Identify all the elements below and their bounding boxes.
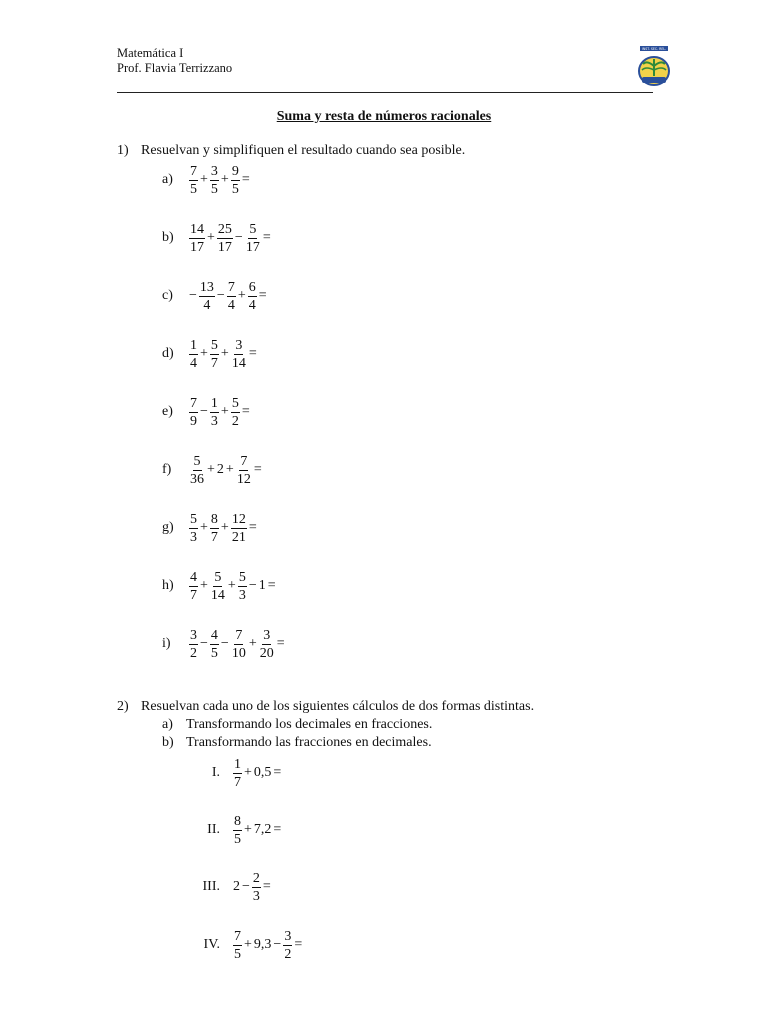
fraction-numerator: 3 [210, 163, 218, 179]
fraction [189, 511, 198, 546]
fraction-numerator: 7 [190, 395, 197, 411]
fraction-denominator: 17 [190, 239, 204, 255]
operator-symbol: + [244, 937, 252, 952]
fraction [283, 928, 292, 963]
fraction [245, 221, 261, 256]
operator-symbol: = [267, 578, 276, 593]
question-2-text: Resuelvan cada uno de los siguientes cálculos de dos formas distintas. [141, 699, 535, 714]
fraction [210, 511, 219, 546]
fraction-numerator: 14 [190, 221, 204, 237]
operator-symbol: − [234, 230, 243, 245]
fraction-denominator: 7 [190, 587, 197, 603]
fraction-denominator: 12 [236, 471, 251, 487]
fraction-numerator: 5 [190, 511, 197, 527]
fraction-numerator: 7 [235, 627, 243, 643]
fraction [227, 279, 236, 314]
operator-symbol: − [189, 288, 197, 303]
operator-symbol: + [207, 230, 215, 245]
fraction [189, 221, 205, 256]
fraction-denominator: 4 [190, 355, 197, 371]
fraction-denominator: 5 [190, 181, 197, 197]
fraction [236, 453, 252, 488]
fraction-numerator: 4 [190, 569, 197, 585]
fraction-numerator: 5 [210, 337, 218, 353]
operator-symbol: + [207, 462, 215, 477]
fraction-denominator: 4 [203, 297, 211, 313]
fraction [248, 279, 257, 314]
fraction-numerator: 3 [190, 627, 197, 643]
operator-symbol: = [273, 765, 282, 780]
operator-symbol: + [220, 346, 229, 361]
math-expression [188, 627, 286, 662]
exercise-label: a) [162, 172, 173, 187]
operator-symbol: − [248, 578, 257, 593]
fraction-denominator: 10 [231, 645, 246, 661]
school-crest-icon [637, 46, 671, 88]
fraction-denominator: 17 [217, 239, 232, 255]
fraction-denominator: 14 [210, 587, 225, 603]
fraction [189, 627, 198, 662]
professor-name: Prof. Flavia Terrizzano [117, 61, 233, 75]
exercise-item [186, 925, 303, 965]
fraction [259, 627, 275, 662]
fraction [231, 627, 247, 662]
fraction [233, 813, 242, 848]
exercise-item [162, 624, 286, 664]
exercise-label: g) [162, 520, 174, 535]
fraction-denominator: 4 [227, 297, 235, 313]
fraction-numerator: 1 [210, 395, 218, 411]
operator-symbol: + [200, 346, 208, 361]
fraction [233, 928, 242, 963]
header-divider [117, 92, 653, 93]
fraction-numerator: 13 [199, 279, 214, 295]
exercise-item [162, 392, 251, 432]
operator-symbol: − [200, 404, 208, 419]
exercise-item [162, 160, 251, 200]
number-term: 2 [216, 462, 224, 477]
fraction-denominator: 36 [190, 471, 204, 487]
fraction [233, 756, 242, 791]
exercise-item [162, 218, 272, 258]
fraction-denominator: 7 [234, 774, 241, 790]
fraction [189, 337, 198, 372]
math-expression [188, 511, 258, 546]
fraction-numerator: 8 [234, 813, 241, 829]
operator-symbol: = [273, 822, 282, 837]
fraction-numerator: 1 [234, 756, 241, 772]
exercise-item [162, 508, 258, 548]
operator-symbol: + [227, 578, 236, 593]
fraction-denominator: 3 [210, 413, 218, 429]
operator-symbol: + [200, 172, 208, 187]
operator-symbol: + [225, 462, 234, 477]
operator-symbol: + [200, 520, 208, 535]
fraction-numerator: 5 [214, 569, 222, 585]
option-label: a) [162, 717, 173, 732]
operator-symbol: + [244, 822, 252, 837]
fraction [210, 163, 219, 198]
math-expression [232, 813, 282, 848]
fraction-numerator: 7 [240, 453, 248, 469]
fraction-numerator: 5 [231, 395, 239, 411]
fraction-numerator: 1 [190, 337, 197, 353]
exercise-label: b) [162, 230, 174, 245]
fraction [238, 569, 247, 604]
fraction-numerator: 3 [263, 627, 271, 643]
option-label: b) [162, 735, 174, 750]
fraction-denominator: 5 [234, 831, 241, 847]
question-1-number: 1) [117, 143, 129, 158]
exercise-item [186, 810, 282, 850]
math-expression [188, 453, 263, 488]
number-term: 7,2 [253, 822, 272, 837]
fraction [189, 163, 198, 198]
operator-symbol: + [220, 404, 229, 419]
exercise-item [162, 334, 258, 374]
exercise-label: III. [202, 879, 220, 894]
operator-symbol: = [262, 879, 271, 894]
fraction-numerator: 3 [284, 928, 292, 944]
exercise-item [186, 753, 282, 793]
fraction [189, 569, 198, 604]
exercise-item [162, 450, 263, 490]
fraction-denominator: 7 [210, 355, 218, 371]
operator-symbol: − [200, 636, 208, 651]
fraction [231, 163, 240, 198]
fraction-denominator: 9 [190, 413, 197, 429]
math-expression [188, 395, 251, 430]
fraction [231, 511, 247, 546]
document-header [117, 46, 232, 76]
exercise-label: c) [162, 288, 173, 303]
fraction-numerator: 12 [231, 511, 246, 527]
fraction-denominator: 21 [231, 529, 246, 545]
fraction-denominator: 2 [231, 413, 239, 429]
fraction-numerator: 9 [231, 163, 239, 179]
fraction [199, 279, 215, 314]
fraction [210, 627, 219, 662]
operator-symbol: − [220, 636, 229, 651]
math-expression [188, 163, 251, 198]
fraction [210, 395, 219, 430]
fraction-numerator: 2 [252, 870, 260, 886]
number-term: 0,5 [253, 765, 272, 780]
exercise-label: e) [162, 404, 173, 419]
fraction-numerator: 7 [227, 279, 235, 295]
fraction-denominator: 5 [234, 946, 241, 962]
exercise-item [162, 276, 268, 316]
fraction [217, 221, 233, 256]
fraction [210, 337, 219, 372]
fraction [252, 870, 261, 905]
operator-symbol: + [237, 288, 246, 303]
operator-symbol: = [253, 462, 262, 477]
fraction-numerator: 4 [210, 627, 218, 643]
exercise-item [162, 566, 277, 606]
fraction-numerator: 5 [249, 221, 257, 237]
operator-symbol: = [276, 636, 285, 651]
logo-text: INST. SEC. REL. [641, 47, 667, 51]
operator-symbol: = [241, 404, 250, 419]
fraction [189, 453, 205, 488]
exercise-item [186, 867, 272, 907]
fraction-numerator: 5 [238, 569, 246, 585]
math-expression [188, 221, 272, 256]
fraction-denominator: 5 [210, 181, 218, 197]
number-term: 2 [233, 879, 240, 894]
fraction-denominator: 5 [231, 181, 239, 197]
fraction-denominator: 14 [231, 355, 246, 371]
question-1-text: Resuelvan y simplifiquen el resultado cuando sea posible. [141, 143, 466, 158]
fraction-numerator: 3 [235, 337, 243, 353]
question-2-number: 2) [117, 699, 129, 714]
fraction-numerator: 25 [217, 221, 232, 237]
fraction-denominator: 17 [245, 239, 260, 255]
operator-symbol: − [216, 288, 225, 303]
math-expression [232, 756, 282, 791]
fraction-numerator: 6 [248, 279, 256, 295]
exercise-label: d) [162, 346, 174, 361]
number-term: 9,3 [253, 937, 272, 952]
math-expression [232, 928, 303, 963]
option-text: Transformando los decimales en fracciones. [186, 717, 433, 732]
operator-symbol: + [248, 636, 257, 651]
operator-symbol: = [241, 172, 250, 187]
fraction-denominator: 20 [259, 645, 274, 661]
operator-symbol: + [220, 172, 229, 187]
fraction-numerator: 7 [190, 163, 197, 179]
exercise-label: f) [162, 462, 172, 477]
operator-symbol: + [244, 765, 252, 780]
operator-symbol: = [248, 520, 257, 535]
fraction-denominator: 3 [238, 587, 246, 603]
fraction-numerator: 5 [193, 453, 201, 469]
fraction [231, 395, 240, 430]
operator-symbol: + [200, 578, 208, 593]
fraction-denominator: 3 [190, 529, 197, 545]
operator-symbol: = [258, 288, 267, 303]
math-expression [232, 870, 272, 905]
math-expression [188, 279, 268, 314]
exercise-label: IV. [203, 937, 220, 952]
fraction-numerator: 7 [234, 928, 241, 944]
option-text: Transformando las fracciones en decimales. [186, 735, 432, 750]
fraction-denominator: 7 [210, 529, 218, 545]
operator-symbol: = [294, 937, 303, 952]
operator-symbol: − [242, 879, 250, 894]
fraction-denominator: 2 [190, 645, 197, 661]
fraction [210, 569, 226, 604]
fraction-numerator: 8 [210, 511, 218, 527]
fraction-denominator: 3 [252, 888, 260, 904]
operator-symbol: + [220, 520, 229, 535]
fraction-denominator: 4 [248, 297, 256, 313]
fraction-denominator: 5 [210, 645, 218, 661]
fraction-denominator: 2 [284, 946, 292, 962]
course-name: Matemática I [117, 46, 184, 60]
number-term: 1 [258, 578, 266, 593]
math-expression [188, 569, 277, 604]
operator-symbol: − [273, 937, 282, 952]
exercise-label: h) [162, 578, 174, 593]
exercise-label: II. [207, 822, 220, 837]
operator-symbol: = [248, 346, 257, 361]
math-expression [188, 337, 258, 372]
exercise-label: I. [211, 765, 220, 780]
exercise-label: i) [162, 636, 171, 651]
operator-symbol: = [262, 230, 271, 245]
fraction [231, 337, 247, 372]
fraction [189, 395, 198, 430]
page-title: Suma y resta de números racionales [276, 109, 492, 124]
